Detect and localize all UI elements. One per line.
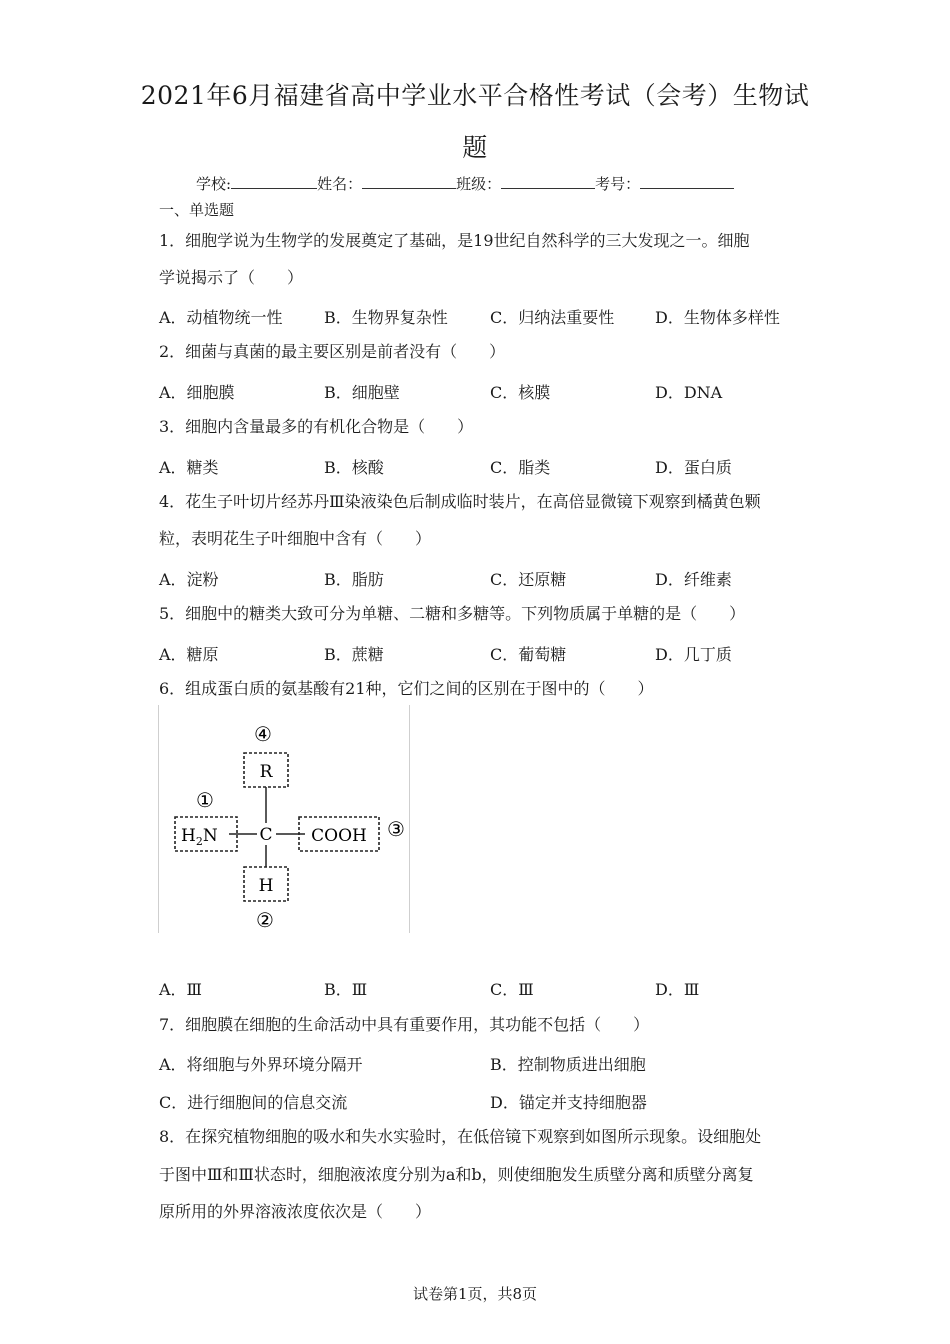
q5-option-d[interactable]: D．几丁质	[655, 645, 732, 664]
label-2: ②	[256, 908, 274, 932]
q1-options	[159, 305, 799, 325]
exam-title-line2: 题	[462, 133, 488, 162]
amino-group-text: $H_2N$	[181, 826, 218, 848]
q2-option-d[interactable]: D．DNA	[655, 383, 723, 402]
carboxyl-group-text: COOH	[311, 826, 367, 846]
q5-stem: 5．细胞中的糖类大致可分为单糖、二糖和多糖等。下列物质属于单糖的是（ ）	[159, 604, 746, 623]
number-blank[interactable]	[640, 174, 734, 189]
r-group-text: R	[259, 762, 273, 782]
q6-option-b[interactable]: B．Ⅲ	[324, 980, 368, 999]
q3-option-b[interactable]: B．核酸	[324, 458, 384, 477]
q4-option-c[interactable]: C．还原糖	[490, 570, 567, 589]
q8-stem-line2: 于图中Ⅲ和Ⅲ状态时，细胞液浓度分别为a和b，则使细胞发生质壁分离和质壁分离复	[159, 1165, 754, 1184]
q6-option-c[interactable]: C．Ⅲ	[490, 980, 534, 999]
q7-options-row2	[159, 1090, 799, 1110]
school-label: 学校:	[196, 175, 232, 193]
q5-option-c[interactable]: C．葡萄糖	[490, 645, 567, 664]
student-info-row	[196, 174, 734, 194]
q5-option-a[interactable]: A．糖原	[159, 645, 219, 664]
q4-option-d[interactable]: D．纤维素	[655, 570, 732, 589]
amino-acid-diagram	[158, 705, 410, 933]
q7-option-c[interactable]: C．进行细胞间的信息交流	[159, 1093, 348, 1112]
page-footer: 试卷第1页，共8页	[412, 1285, 538, 1303]
school-blank[interactable]	[231, 174, 317, 189]
q3-option-d[interactable]: D．蛋白质	[655, 458, 732, 477]
q5-option-b[interactable]: B．蔗糖	[324, 645, 384, 664]
q8-stem-line3: 原所用的外界溶液浓度依次是（ ）	[159, 1202, 432, 1221]
q1-stem-line1: 1．细胞学说为生物学的发展奠定了基础，是19世纪自然科学的三大发现之一。细胞	[159, 231, 750, 250]
q7-option-b[interactable]: B．控制物质进出细胞	[490, 1055, 646, 1074]
q4-stem-line1: 4．花生子叶切片经苏丹Ⅲ染液染色后制成临时装片，在高倍显微镜下观察到橘黄色颗	[159, 492, 761, 511]
q4-option-a[interactable]: A．淀粉	[159, 570, 219, 589]
q4-option-b[interactable]: B．脂肪	[324, 570, 384, 589]
label-3: ③	[387, 817, 405, 841]
hydrogen-text: H	[258, 876, 274, 896]
name-label: 姓名：	[317, 175, 363, 193]
section-heading: 一、单选题	[159, 201, 235, 219]
q6-stem: 6．组成蛋白质的氨基酸有21种，它们之间的区别在于图中的（ ）	[159, 679, 654, 698]
number-label: 考号：	[595, 175, 641, 193]
q3-option-a[interactable]: A．糖类	[159, 458, 219, 477]
central-carbon: C	[259, 825, 273, 845]
exam-title-line1: 2021年6月福建省高中学业水平合格性考试（会考）生物试	[140, 81, 810, 110]
amino-acid-structure-svg	[159, 705, 409, 933]
q1-stem-line2: 学说揭示了（ ）	[159, 268, 304, 287]
class-label: 班级：	[456, 175, 502, 193]
q4-stem-line2: 粒，表明花生子叶细胞中含有（ ）	[159, 529, 432, 548]
q3-option-c[interactable]: C．脂类	[490, 458, 551, 477]
q2-option-b[interactable]: B．细胞壁	[324, 383, 400, 402]
q3-options	[159, 455, 799, 475]
q7-option-a[interactable]: A．将细胞与外界环境分隔开	[159, 1055, 363, 1074]
class-blank[interactable]	[501, 174, 595, 189]
q1-option-d[interactable]: D．生物体多样性	[655, 308, 780, 327]
q6-options	[159, 977, 799, 997]
q6-option-a[interactable]: A．Ⅲ	[159, 980, 202, 999]
q4-options	[159, 567, 799, 587]
q1-option-b[interactable]: B．生物界复杂性	[324, 308, 448, 327]
q2-option-c[interactable]: C．核膜	[490, 383, 551, 402]
q1-option-c[interactable]: C．归纳法重要性	[490, 308, 615, 327]
q2-stem: 2．细菌与真菌的最主要区别是前者没有（ ）	[159, 342, 506, 361]
q7-options-row1	[159, 1052, 799, 1072]
q6-option-d[interactable]: D．Ⅲ	[655, 980, 700, 999]
q7-option-d[interactable]: D．锚定并支持细胞器	[490, 1093, 647, 1112]
label-4: ④	[254, 722, 272, 746]
q2-option-a[interactable]: A．细胞膜	[159, 383, 235, 402]
name-blank[interactable]	[362, 174, 456, 189]
q5-options	[159, 642, 799, 662]
q7-stem: 7．细胞膜在细胞的生命活动中具有重要作用，其功能不包括（ ）	[159, 1015, 650, 1034]
q2-options	[159, 380, 799, 400]
q1-option-a[interactable]: A．动植物统一性	[159, 308, 283, 327]
q8-stem-line1: 8．在探究植物细胞的吸水和失水实验时，在低倍镜下观察到如图所示现象。设细胞处	[159, 1127, 762, 1146]
label-1: ①	[196, 788, 214, 812]
q3-stem: 3．细胞内含量最多的有机化合物是（ ）	[159, 417, 474, 436]
